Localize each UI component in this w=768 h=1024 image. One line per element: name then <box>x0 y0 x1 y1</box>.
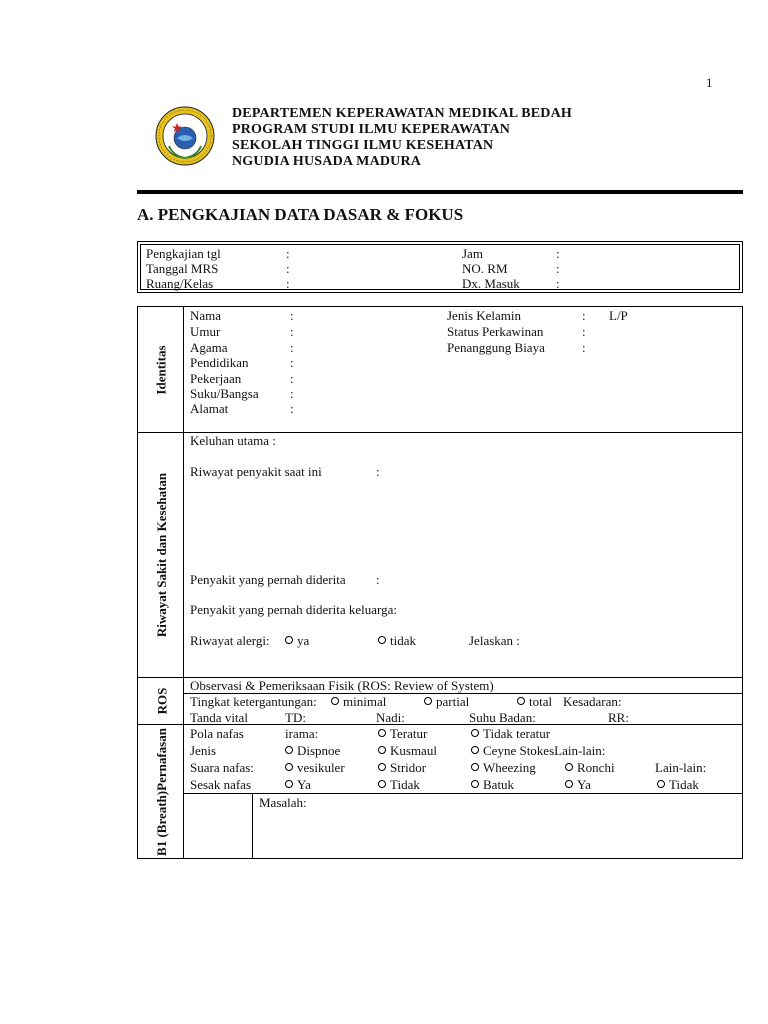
keluhan-utama-label: Keluhan utama : <box>190 433 276 448</box>
jelaskan-label: Jelaskan : <box>469 633 520 648</box>
ceyne-stokes-radio[interactable]: Ceyne StokesLain-lain: <box>471 743 605 758</box>
field-label: Umur <box>190 324 221 339</box>
field-label: Nama <box>190 308 222 323</box>
section-title: A. PENGKAJIAN DATA DASAR & FOKUS <box>137 205 464 224</box>
field-label: Pekerjaan <box>190 371 242 386</box>
alergi-label: Riwayat alergi: <box>190 633 270 648</box>
field-sep: : <box>286 276 290 291</box>
field-sep: : <box>556 261 560 276</box>
masalah-label: Masalah: <box>259 795 307 810</box>
field-label: Status Perkawinan <box>447 324 544 339</box>
field-label: Penanggung Biaya <box>447 340 545 355</box>
irama-label: irama: <box>285 726 319 741</box>
field-sep: : <box>582 324 586 339</box>
ronchi-radio[interactable]: Ronchi <box>565 760 615 775</box>
rr-label: RR: <box>608 710 629 725</box>
jenis-label: Jenis <box>190 743 216 758</box>
field-sep: : <box>290 324 294 339</box>
page-number: 1 <box>706 75 713 90</box>
field-sep: : <box>290 340 294 355</box>
vesikuler-radio[interactable]: vesikuler <box>285 760 345 775</box>
masalah-divider <box>252 793 253 859</box>
field-label: Jenis Kelamin <box>447 308 522 323</box>
batuk-ya-radio[interactable]: Ya <box>565 777 591 792</box>
kusmaul-radio[interactable]: Kusmaul <box>378 743 437 758</box>
partial-radio[interactable]: partial <box>424 694 469 709</box>
field-sep: : <box>556 276 560 291</box>
header-line-4: NGUDIA HUSADA MADURA <box>232 154 422 169</box>
tidak-teratur-radio[interactable]: Tidak teratur <box>471 726 550 741</box>
header-line-2: PROGRAM STUDI ILMU KEPERAWATAN <box>232 122 511 137</box>
side-column-divider <box>183 306 184 859</box>
field-sep: : <box>582 340 586 355</box>
alergi-tidak-radio[interactable]: tidak <box>378 633 416 648</box>
field-label: Suku/Bangsa <box>190 386 259 401</box>
sesak-nafas-label: Sesak nafas <box>190 777 252 792</box>
total-radio[interactable]: total <box>517 694 552 709</box>
gender-value: L/P <box>609 308 628 323</box>
field-label: Agama <box>190 340 228 355</box>
rpd-sep: : <box>376 572 380 587</box>
side-label-ros: ROS <box>154 687 170 715</box>
field-label: Tanggal MRS <box>146 261 219 276</box>
sesak-tidak-radio[interactable]: Tidak <box>378 777 420 792</box>
pola-nafas-label: Pola nafas <box>190 726 244 741</box>
suhu-label: Suhu Badan: <box>469 710 536 725</box>
field-label: Jam <box>462 246 483 261</box>
wheezing-radio[interactable]: Wheezing <box>471 760 536 775</box>
field-label: Ruang/Kelas <box>146 276 214 291</box>
admission-box <box>137 241 743 293</box>
field-label: Dx. Masuk <box>462 276 520 291</box>
header-line-1: DEPARTEMEN KEPERAWATAN MEDIKAL BEDAH <box>232 106 573 121</box>
field-label: Alamat <box>190 401 229 416</box>
suara-nafas-label: Suara nafas: <box>190 760 254 775</box>
rpd-label: Penyakit yang pernah diderita <box>190 572 346 587</box>
ketergantungan-label: Tingkat ketergantungan: <box>190 694 317 709</box>
field-sep: : <box>286 261 290 276</box>
batuk-radio[interactable]: Batuk <box>471 777 514 792</box>
ros-title: Observasi & Pemeriksaan Fisik (ROS: Review of System) <box>190 678 494 693</box>
stridor-radio[interactable]: Stridor <box>378 760 426 775</box>
side-label-riwayat: Riwayat Sakit dan Kesehatan <box>154 472 170 638</box>
sesak-ya-radio[interactable]: Ya <box>285 777 311 792</box>
field-sep: : <box>582 308 586 323</box>
rps-label: Riwayat penyakit saat ini <box>190 464 322 479</box>
td-label: TD: <box>285 710 306 725</box>
dispnoe-radio[interactable]: Dispnoe <box>285 743 340 758</box>
rpk-label: Penyakit yang pernah diderita keluarga: <box>190 602 397 617</box>
lain-lain-label: Lain-lain: <box>655 760 707 775</box>
kesadaran-label: Kesadaran: <box>563 694 622 709</box>
header-divider <box>137 190 743 194</box>
batuk-tidak-radio[interactable]: Tidak <box>657 777 699 792</box>
side-label-identitas: Identitas <box>154 344 169 395</box>
field-label: Pengkajian tgl <box>146 246 221 261</box>
header-line-3: SEKOLAH TINGGI ILMU KESEHATAN <box>232 138 494 153</box>
field-label: NO. RM <box>462 261 508 276</box>
field-sep: : <box>286 246 290 261</box>
teratur-radio[interactable]: Teratur <box>378 726 427 741</box>
alergi-ya-radio[interactable]: ya <box>285 633 309 648</box>
field-sep: : <box>290 386 294 401</box>
rps-sep: : <box>376 464 380 479</box>
institution-header <box>232 106 572 170</box>
institution-logo <box>155 106 215 166</box>
minimal-radio[interactable]: minimal <box>331 694 386 709</box>
field-sep: : <box>290 355 294 370</box>
field-sep: : <box>556 246 560 261</box>
field-label: Pendidikan <box>190 355 249 370</box>
nadi-label: Nadi: <box>376 710 405 725</box>
row-divider <box>183 793 743 794</box>
field-sep: : <box>290 308 294 323</box>
tanda-vital-label: Tanda vital <box>190 710 248 725</box>
side-label-b1: B1 (Breath)Pernafasan <box>154 728 170 856</box>
field-sep: : <box>290 401 294 416</box>
field-sep: : <box>290 371 294 386</box>
